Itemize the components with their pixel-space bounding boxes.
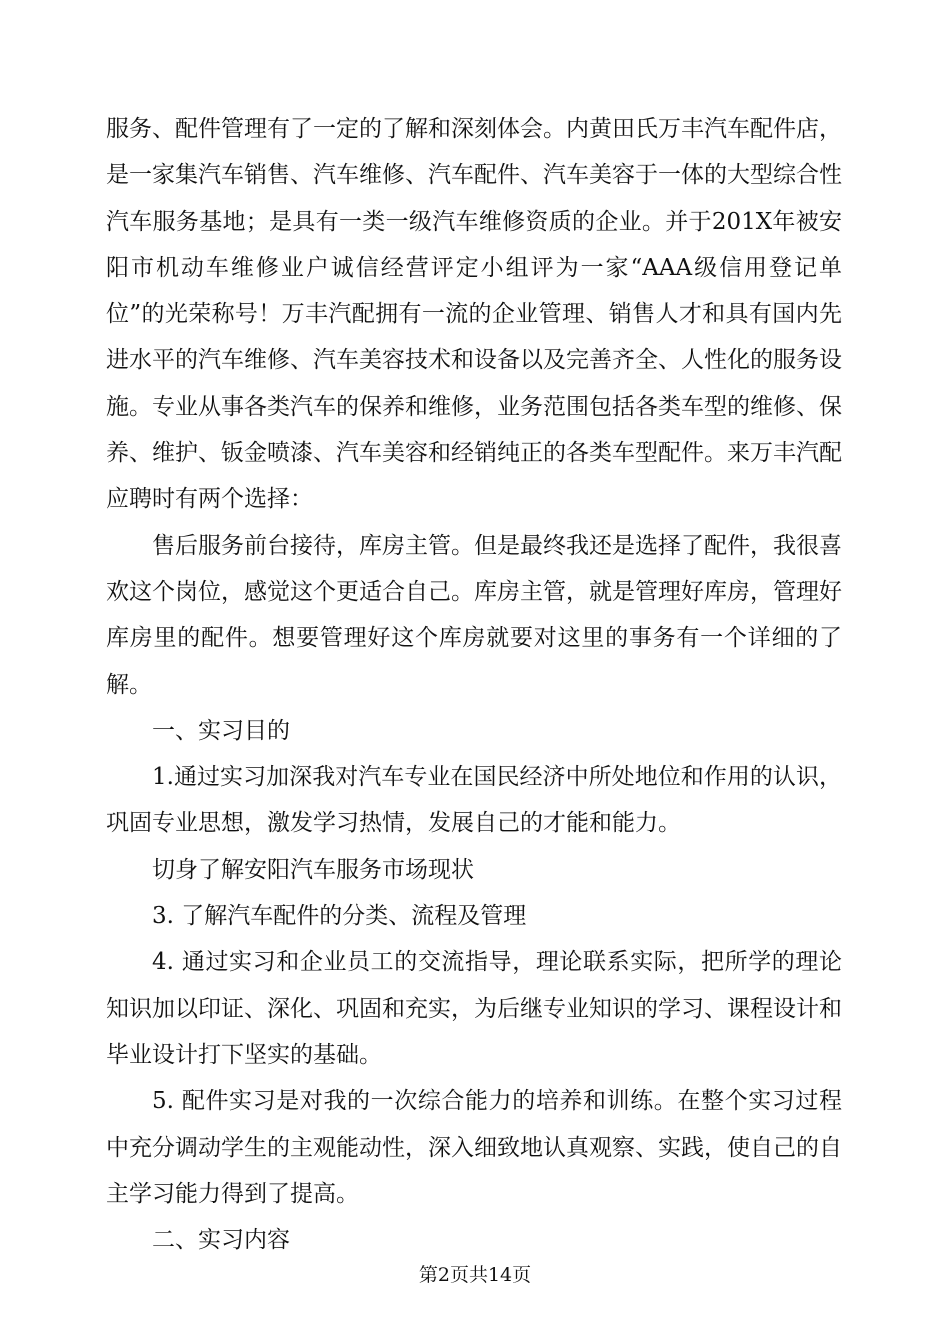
list-item-purpose-5: 5. 配件实习是对我的一次综合能力的培养和训练。在整个实习过程中充分调动学生的主观能动性，深入细致地认真观察、实践，使自己的自主学习能力得到了提高。 <box>106 1088 842 1207</box>
paragraph-company-intro: 服务、配件管理有了一定的了解和深刻体会。内黄田氏万丰汽车配件店，是一家集汽车销售、汽车维修、汽车配件、汽车美容于一体的大型综合性汽车服务基地；是具有一类一级汽车维修资质的企业。并于201X年被安阳市机动车维修业户诚信经营评定小组评为一家“AAA级信用登记单位”的光荣称号！万丰汽配拥有一流的企业管理、销售人才和具有国内先进水平的汽车维修、汽车美容技术和设备以及完善齐全、人性化的服务设施。专业从事各类汽车的保养和维修，业务范围包括各类车型的维修、保养、维护、钣金喷漆、汽车美容和经销纯正的各类车型配件。来万丰汽配应聘时有两个选择： <box>106 116 842 513</box>
list-item-purpose-2: 切身了解安阳汽车服务市场现状 <box>152 856 474 883</box>
list-item-purpose-3: 3. 了解汽车配件的分类、流程及管理 <box>152 903 527 930</box>
page-number-footer: 第2页共14页 <box>418 1264 532 1286</box>
list-item-purpose-4: 4. 通过实习和企业员工的交流指导，理论联系实际，把所学的理论知识加以印证、深化、巩固和充实，为后继专业知识的学习、课程设计和毕业设计打下坚实的基础。 <box>106 949 842 1068</box>
document-body <box>106 106 842 1263</box>
list-item-purpose-1: 1.通过实习加深我对汽车专业在国民经济中所处地位和作用的认识，巩固专业思想，激发学习热情，发展自己的才能和能力。 <box>106 764 842 837</box>
paragraph-job-choice: 售后服务前台接待，库房主管。但是最终我还是选择了配件，我很喜欢这个岗位，感觉这个更适合自己。库房主管，就是管理好库房，管理好库房里的配件。想要管理好这个库房就要对这里的事务有一个详细的了解。 <box>106 532 842 698</box>
section-heading-content: 二、实习内容 <box>152 1227 290 1254</box>
section-heading-purpose: 一、实习目的 <box>152 717 290 744</box>
